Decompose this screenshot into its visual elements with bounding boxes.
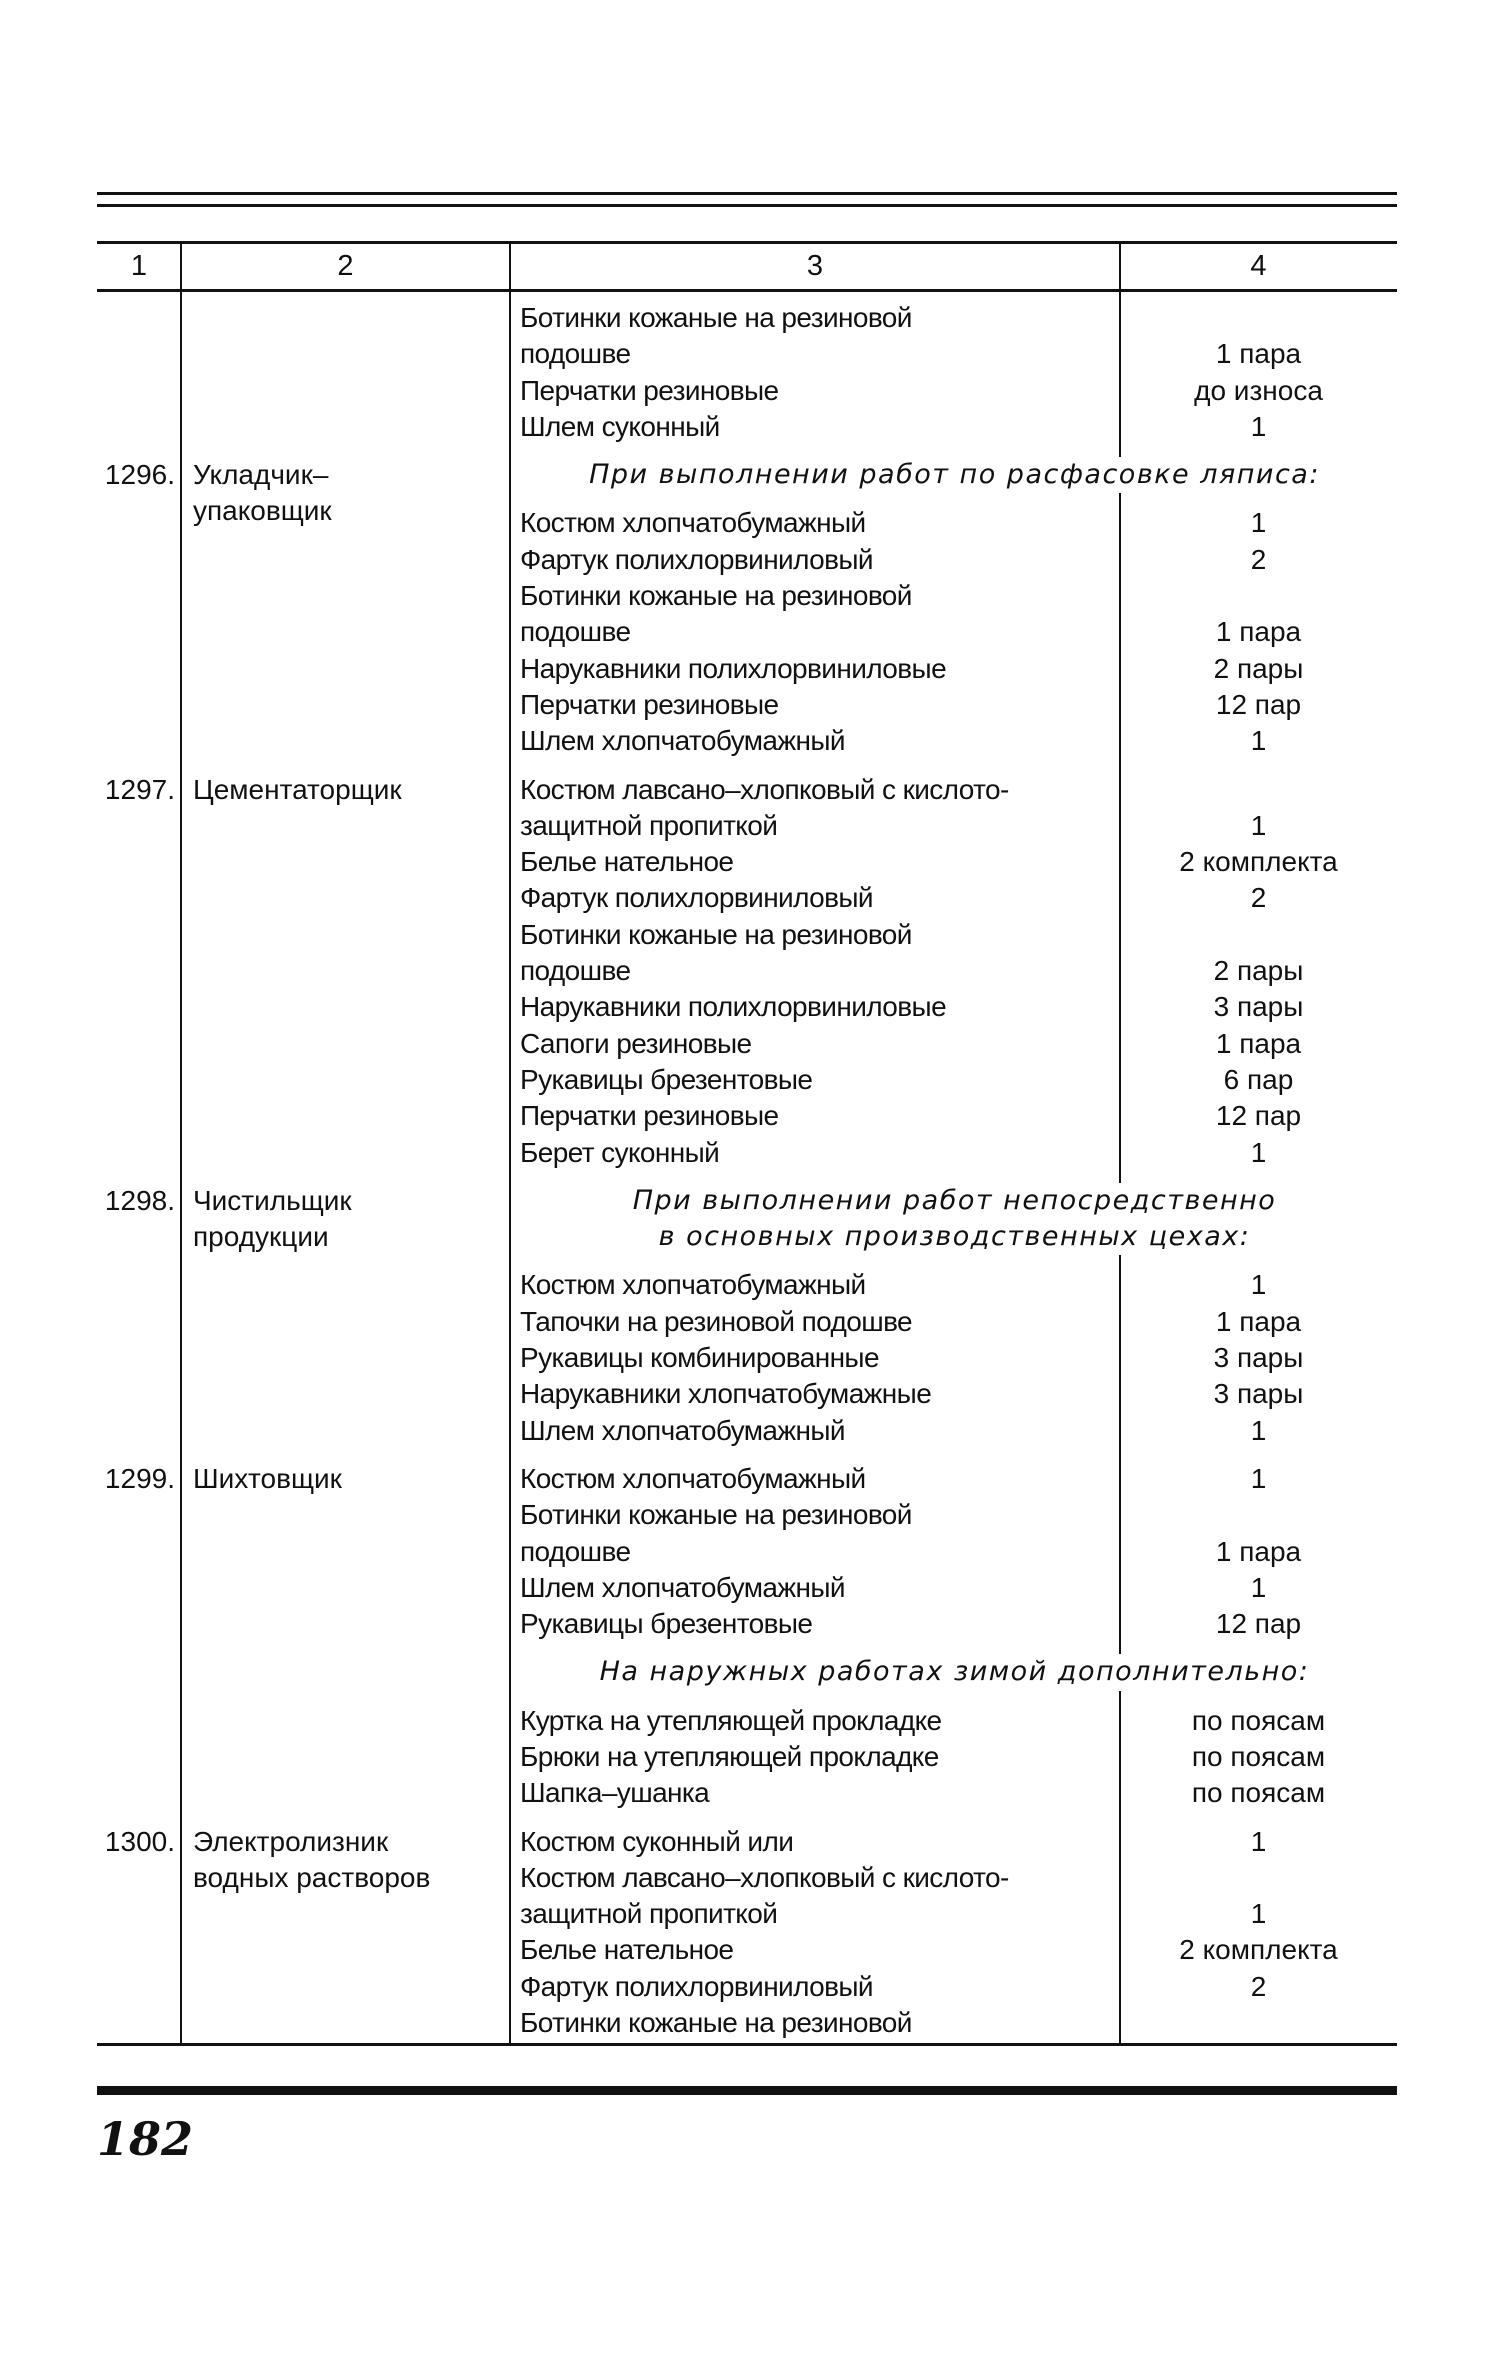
item-name: Фартук полихлорвиниловый [520, 882, 873, 914]
item-quantity: 6 пар [1223, 1063, 1294, 1095]
table-body [97, 292, 1397, 2043]
table-row [97, 1449, 1397, 1812]
item-name: Шлем хлопчатобумажный [520, 1571, 845, 1603]
header-col-4: 4 [1250, 250, 1267, 282]
profession-name [181, 300, 510, 445]
item-quantity: 1 [1250, 1571, 1267, 1603]
item-quantity: 2 комплекта [1179, 846, 1338, 878]
item-quantity: 12 пар [1215, 1608, 1302, 1640]
item-name: защитной пропиткой [520, 809, 778, 841]
item-name: Ботинки кожаные на резиновой [520, 302, 912, 333]
item-quantity [1120, 578, 1397, 614]
list-item [510, 1896, 1397, 1932]
entry-number: 1296. [104, 459, 175, 491]
item-name: Ботинки кожаные на резиновой [520, 2007, 912, 2039]
item-quantity [1120, 1860, 1397, 1896]
item-name: подошве [520, 616, 631, 648]
item-name: Нарукавники хлопчатобумажные [520, 1378, 932, 1410]
table-row [97, 1171, 1397, 1449]
item-quantity: до износа [1194, 374, 1323, 406]
condition-heading-line: При выполнении работ по расфасовке ляписа: [589, 459, 1320, 491]
list-item [510, 1026, 1397, 1062]
item-name: Костюм хлопчатобумажный [520, 1462, 866, 1494]
item-name: Ботинки кожаные на резиновой [520, 580, 912, 612]
item-quantity [1120, 1497, 1397, 1533]
table-header [97, 244, 1397, 292]
header-col-1: 1 [130, 250, 148, 282]
item-quantity: по поясам [1191, 1777, 1326, 1809]
profession-name-line: упаковщик [193, 495, 332, 527]
item-name: Фартук полихлорвиниловый [520, 1970, 873, 2002]
list-item [510, 844, 1397, 880]
item-quantity: 1 пара [1215, 616, 1302, 648]
list-item [510, 772, 1397, 808]
list-item [510, 1703, 1397, 1739]
item-quantity [1120, 917, 1397, 953]
item-quantity: 1 [1250, 1269, 1267, 1301]
item-quantity: 2 [1250, 1970, 1267, 2002]
item-name: подошве [520, 1535, 631, 1567]
list-item [510, 917, 1397, 953]
list-item [510, 1969, 1397, 2005]
item-name: Нарукавники полихлорвиниловые [520, 652, 947, 684]
list-item [510, 1824, 1397, 1860]
profession-name [181, 1183, 510, 1449]
item-name: Шапка–ушанка [520, 1777, 710, 1809]
items-list [510, 1461, 1397, 1812]
list-item [510, 1413, 1397, 1449]
list-item [510, 1497, 1397, 1533]
items-list [510, 772, 1397, 1171]
item-name: защитной пропиткой [520, 1898, 778, 1930]
top-rule-2 [97, 204, 1397, 207]
profession-name [181, 772, 510, 1171]
item-quantity: 2 [1250, 543, 1267, 575]
item-quantity: по поясам [1191, 1740, 1326, 1772]
item-quantity: 1 пара [1215, 1535, 1302, 1567]
items-list [510, 457, 1397, 759]
list-item [510, 373, 1397, 409]
item-name: Костюм хлопчатобумажный [520, 1269, 866, 1301]
item-name: Белье нательное [520, 1934, 734, 1966]
item-quantity: 1 пара [1215, 1305, 1302, 1337]
item-quantity: 1 [1250, 725, 1267, 757]
item-name: Перчатки резиновые [520, 688, 779, 720]
clothing-norms-table [97, 241, 1397, 2046]
condition-heading [512, 457, 1397, 493]
item-name: Ботинки кожаные на резиновой [520, 1499, 912, 1531]
entry-number: 1298. [104, 1184, 175, 1216]
profession-name-line: водных растворов [193, 1861, 431, 1893]
item-name: Тапочки на резиновой подошве [520, 1305, 913, 1337]
header-col-2: 2 [337, 250, 354, 282]
profession-name [181, 457, 510, 759]
item-name: Белье нательное [520, 846, 734, 878]
list-item [510, 723, 1397, 759]
list-item [510, 1534, 1397, 1570]
item-quantity: 1 [1250, 1825, 1267, 1857]
items-list [510, 1183, 1397, 1449]
profession-name-line: Шихтовщик [193, 1462, 342, 1494]
list-item [510, 1062, 1397, 1098]
item-name: Фартук полихлорвиниловый [520, 543, 873, 575]
item-name: Костюм хлопчатобумажный [520, 507, 866, 539]
item-quantity: 1 [1250, 507, 1267, 539]
item-name: Сапоги резиновые [520, 1027, 752, 1059]
list-item [510, 1860, 1397, 1896]
item-quantity: 2 пары [1213, 652, 1304, 684]
items-list [510, 1824, 1397, 2042]
item-name: подошве [520, 955, 631, 987]
bottom-thick-rule [97, 2086, 1397, 2095]
item-name: Берет суконный [520, 1136, 720, 1168]
item-quantity: 1 [1250, 1898, 1267, 1930]
list-item [510, 1135, 1397, 1171]
list-item [510, 1739, 1397, 1775]
list-item [510, 1376, 1397, 1412]
column-divider-3 [1119, 244, 1121, 2043]
profession-name-line: Чистильщик [193, 1184, 352, 1216]
condition-heading-line: На наружных работах зимой дополнительно: [599, 1656, 1310, 1688]
condition-heading-line: в основных производственных цехах: [658, 1221, 1251, 1253]
item-name: подошве [520, 338, 631, 370]
list-item [510, 300, 1397, 336]
item-name: Костюм лавсано–хлопковый с кислото- [520, 1861, 1009, 1893]
item-quantity: 1 пара [1215, 1027, 1302, 1059]
list-item [510, 542, 1397, 578]
entry-number: 1297. [104, 773, 175, 805]
top-rule-1 [97, 192, 1397, 195]
item-quantity: 1 [1250, 1462, 1267, 1494]
profession-name-line: Электролизник [193, 1825, 389, 1857]
table-row [97, 1812, 1397, 2042]
entry-number: 1300. [104, 1825, 175, 1857]
list-item [510, 1461, 1397, 1497]
item-name: Нарукавники полихлорвиниловые [520, 991, 947, 1023]
list-item [510, 336, 1397, 372]
item-quantity: 1 [1250, 410, 1267, 442]
table-row [97, 445, 1397, 759]
list-item [510, 2005, 1397, 2041]
item-quantity: 1 [1250, 1414, 1267, 1446]
table-row [97, 760, 1397, 1171]
item-quantity: 2 пары [1213, 955, 1304, 987]
profession-name-line: продукции [193, 1221, 329, 1253]
list-item [510, 808, 1397, 844]
item-quantity: 12 пар [1215, 688, 1302, 720]
table-row [97, 300, 1397, 445]
item-name: Перчатки резиновые [520, 1100, 779, 1132]
profession-name-line: Укладчик– [193, 459, 329, 491]
item-name: Шлем хлопчатобумажный [520, 725, 845, 757]
list-item [510, 1570, 1397, 1606]
item-quantity [1120, 300, 1397, 336]
item-name: Рукавицы брезентовые [520, 1608, 813, 1640]
list-item [510, 505, 1397, 541]
profession-name [181, 1824, 510, 2042]
list-item [510, 1267, 1397, 1303]
item-name: Костюм лавсано–хлопковый с кислото- [520, 773, 1009, 805]
list-item [510, 1775, 1397, 1811]
item-quantity: 3 пары [1213, 991, 1304, 1023]
list-item [510, 614, 1397, 650]
item-name: Куртка на утепляющей прокладке [520, 1704, 942, 1736]
item-quantity: 1 [1250, 1136, 1267, 1168]
entry-number: 1299. [104, 1462, 175, 1494]
item-quantity: 1 пара [1215, 338, 1302, 370]
condition-heading [512, 1183, 1397, 1256]
item-name: Рукавицы комбинированные [520, 1342, 879, 1374]
item-name: Шлем суконный [520, 410, 720, 442]
item-quantity [1120, 2005, 1397, 2041]
list-item [510, 687, 1397, 723]
list-item [510, 1932, 1397, 1968]
condition-heading-line: При выполнении работ непосредственно [632, 1184, 1277, 1216]
list-item [510, 578, 1397, 614]
list-item [510, 880, 1397, 916]
items-list [510, 300, 1397, 445]
item-quantity: 1 [1250, 809, 1267, 841]
condition-heading [512, 1654, 1397, 1690]
list-item [510, 409, 1397, 445]
list-item [510, 989, 1397, 1025]
item-quantity [1120, 772, 1397, 808]
item-name: Костюм суконный или [520, 1825, 794, 1857]
list-item [510, 953, 1397, 989]
item-name: Шлем хлопчатобумажный [520, 1414, 845, 1446]
item-quantity: по поясам [1191, 1704, 1326, 1736]
item-name: Ботинки кожаные на резиновой [520, 918, 912, 950]
list-item [510, 1340, 1397, 1376]
page-number: 182 [97, 2112, 194, 2166]
item-quantity: 3 пары [1213, 1378, 1304, 1410]
item-name: Перчатки резиновые [520, 374, 779, 406]
header-col-3: 3 [806, 250, 824, 282]
item-quantity: 2 [1250, 882, 1267, 914]
entry-number [97, 300, 181, 445]
item-name: Рукавицы брезентовые [520, 1063, 813, 1095]
list-item [510, 1098, 1397, 1134]
item-name: Брюки на утепляющей прокладке [520, 1740, 939, 1772]
item-quantity: 3 пары [1213, 1342, 1304, 1374]
list-item [510, 651, 1397, 687]
profession-name [181, 1461, 510, 1812]
list-item [510, 1304, 1397, 1340]
profession-name-line: Цементаторщик [193, 773, 402, 805]
list-item [510, 1606, 1397, 1642]
item-quantity: 2 комплекта [1179, 1934, 1338, 1966]
item-quantity: 12 пар [1215, 1100, 1302, 1132]
